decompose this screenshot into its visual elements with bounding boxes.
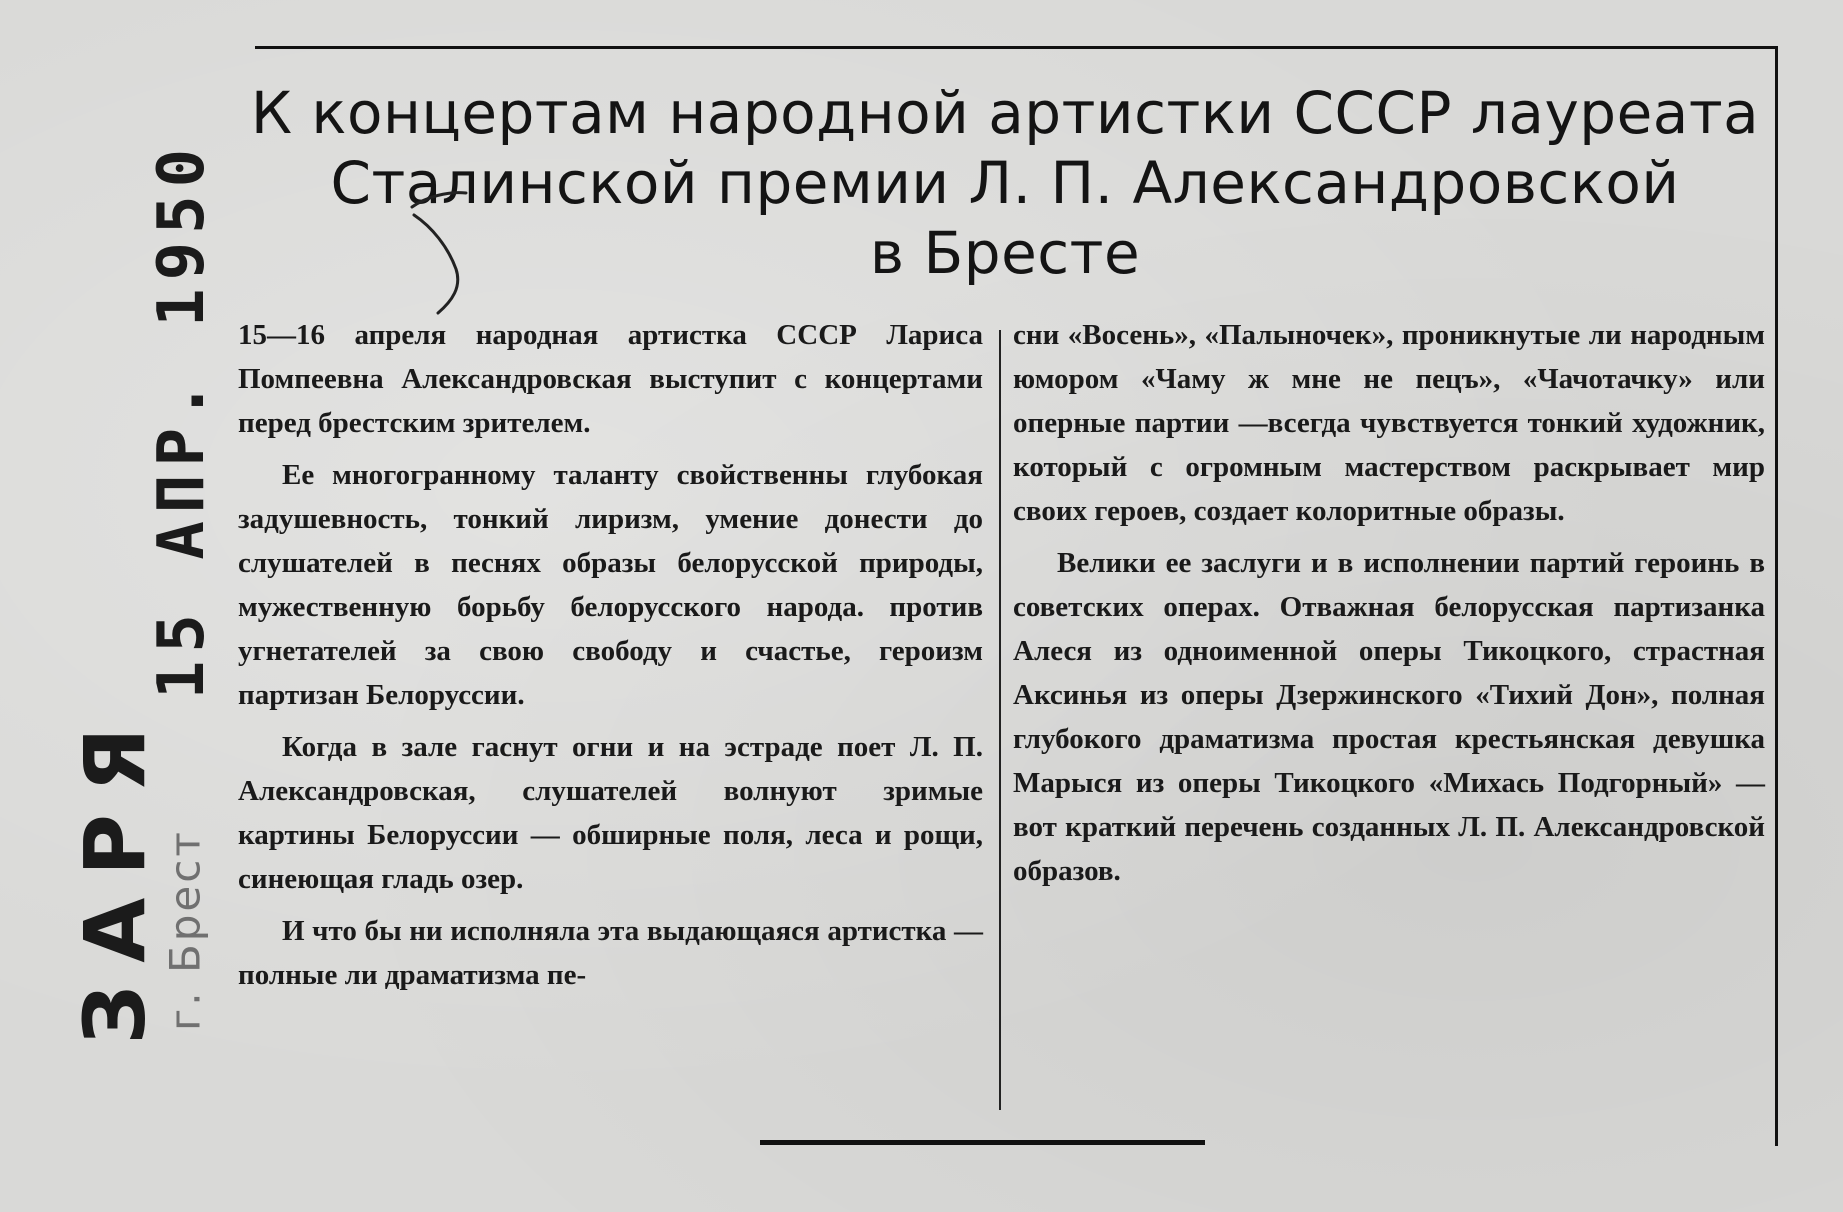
right-rule xyxy=(1775,46,1778,1146)
bottom-rule xyxy=(760,1140,1205,1145)
top-rule xyxy=(255,46,1778,49)
headline-line-3: в Бресте xyxy=(869,219,1141,287)
article-column-left xyxy=(238,313,983,1005)
stamp-newspaper-name: ЗАРЯ xyxy=(66,705,164,1045)
article-column-right xyxy=(1013,313,1765,901)
pencil-mark-icon xyxy=(404,185,474,325)
paragraph: И что бы ни исполняла эта выдающаяся артистка — полные ли драматизма пе- xyxy=(238,915,983,991)
paragraph: 15—16 апреля народная артистка СССР Лариса Помпеевна Александровская выступит с концертами перед брестским зрителем. xyxy=(238,319,983,439)
stamp-city: г. Брест xyxy=(160,829,210,1031)
paragraph: Велики ее заслуги и в исполнении партий героинь в советских операх. Отважная белорусская партизанка Алеся из одноименной оперы Тикоцкого, страстная Аксинья из оперы Дзержинского «Тихий Дон», полная глубокого драматизма простая крестьянская девушка Марыся из оперы Тикоцкого «Михась Подгорный» — вот краткий перечень созданных Л. П. Александровской образов. xyxy=(1013,547,1765,887)
paragraph: Когда в зале гаснут огни и на эстраде поет Л. П. Александровская, слушателей волнуют зримые картины Белоруссии — обширные поля, леса и рощи, синеющая гладь озер. xyxy=(238,731,983,895)
headline-line-2: Сталинской премии Л. П. Александровской xyxy=(330,149,1680,217)
paragraph: сни «Восень», «Палыночек», проникнутые ли народным юмором «Чаму ж мне не пецъ», «Чачотачку» или оперные партии —всегда чувствуется тонкий художник, который с огромным мастерством раскрывает мир своих героев, создает колоритные образы. xyxy=(1013,319,1765,527)
stamp-date: 15 АПР. 1950 xyxy=(145,140,219,700)
column-divider xyxy=(999,330,1001,1110)
paragraph: Ее многогранному таланту свойственны глубокая задушевность, тонкий лиризм, умение донести до слушателей в песнях образы белорусской природы, мужественную борьбу белорусского народа. против угнетателей за свою свободу и счастье, героизм партизан Белоруссии. xyxy=(238,459,983,711)
headline-line-1: К концертам народной артистки СССР лауреата xyxy=(250,79,1760,147)
